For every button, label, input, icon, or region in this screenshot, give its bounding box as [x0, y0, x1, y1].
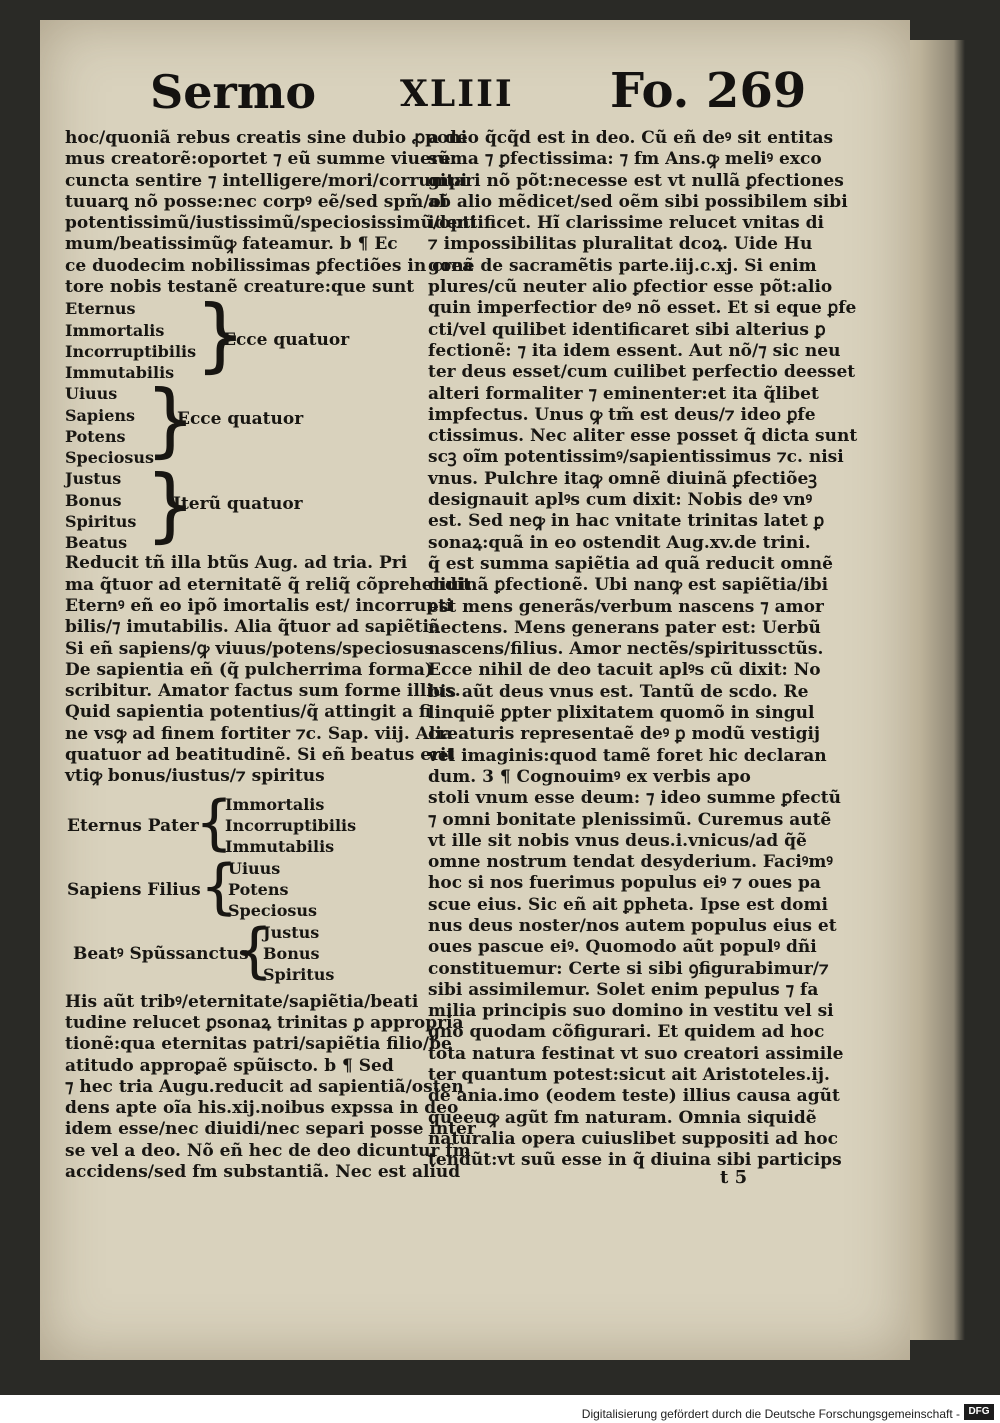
brace-head: Sapiens Filius: [67, 879, 201, 900]
text-line: dens apte oĩa his.xij.noibus expssa in deo: [65, 1098, 459, 1119]
perfection-item: Potens: [228, 879, 289, 899]
text-line: gno quodam cõfigurari. Et quidem ad hoc: [428, 1022, 825, 1043]
text-line: mum/beatissimũꝙ fateamur. b ¶ Ec: [65, 234, 398, 255]
text-line: plures/cũ neuter alio ꝑfectior esse põt:alio: [428, 277, 833, 298]
text-line: ⁊ hec tria Augu.reducit ad sapientiã/osten: [65, 1076, 464, 1097]
text-line: tudine relucet ꝑsonaꝝ trinitas ꝑ appropria: [65, 1012, 464, 1033]
text-line: designauit aplꝰs cum dixit: Nobis deꝰ vnꝰ: [428, 490, 813, 511]
text-line: Si eñ sapiens/ꝙ viuus/potens/speciosus: [65, 638, 435, 659]
text-line: tendũt:vt suũ esse in q̃ diuina sibi particips: [428, 1150, 842, 1171]
text-line: gonẽ de sacramẽtis parte.iij.c.xj. Si enim: [428, 255, 817, 276]
left-middle-paragraph: [65, 553, 472, 787]
perfection-item: Justus: [65, 469, 122, 489]
perfection-item: Spiritus: [65, 511, 137, 531]
text-line: q̃ est summa sapiẽtia ad quã reducit omnẽ: [428, 553, 833, 574]
text-line: quatuor ad beatitudinẽ. Si eñ beatus erit: [65, 745, 455, 766]
text-line: stoli vnum esse deum: ⁊ ideo summe ꝑfectũ: [428, 788, 841, 809]
text-line: linquiẽ ꝑpter plixitatem quomõ in singul: [428, 703, 815, 724]
right-column-text: [428, 128, 858, 1172]
right-column: [428, 128, 858, 1172]
text-line: vnus. Pulchre itaꝙ omnẽ diuinã ꝑfectiõeꝫ: [428, 468, 817, 489]
perfection-item: Justus: [263, 922, 320, 942]
trinity-group-spirit: [65, 915, 425, 986]
text-line: scribitur. Amator factus sum forme illius.: [65, 681, 461, 702]
brace-label: Ecce quatuor: [177, 409, 304, 430]
text-line: milia principis suo domino in vestitu vel si: [428, 1001, 834, 1022]
text-line: a deo q̃cq̃d est in deo. Cũ eñ deꝰ sit entitas: [428, 128, 834, 148]
text-line: identificet. Hĩ clarissime relucet vnitas di: [428, 213, 824, 234]
left-column: [65, 128, 477, 1183]
perfection-item: Incorruptibilis: [225, 815, 357, 835]
trinity-group-son: [65, 851, 425, 922]
text-line: dum. 3 ¶ Cognouimꝰ ex verbis apo: [428, 766, 751, 787]
perfection-item: Beatus: [65, 533, 128, 553]
text-line: atitudo approꝑaẽ spũiscto. b ¶ Sed: [65, 1055, 394, 1076]
perfection-item: Bonus: [263, 943, 320, 963]
text-line: oues pascue eiꝰ. Quomodo aũt populꝰ dñi: [428, 937, 817, 958]
text-line: potentissimũ/iustissimũ/speciosissimũ/opti: [65, 213, 477, 234]
text-line: ter quantum potest:sicut ait Aristoteles.ij.: [428, 1065, 830, 1086]
text-line: nectens. Mens generans pater est: Uerbũ: [428, 617, 821, 638]
text-line: De sapientia eñ (q̃ pulcherrima forma): [65, 659, 433, 680]
perfection-item: Immortalis: [65, 320, 165, 340]
text-line: vel imaginis:quod tamẽ foret hic declaran: [428, 745, 827, 766]
text-line: alteri formaliter ⁊ eminenter:et ita q̃libet: [428, 383, 819, 404]
text-line: Eternꝰ eñ eo ipõ imortalis est/ incorrupti: [65, 595, 453, 616]
text-line: est mens generãs/verbum nascens ⁊ amor: [428, 596, 824, 617]
footer-credit: Digitalisierung gefördert durch die Deutsche Forschungsgemeinschaft -: [581, 1407, 960, 1421]
running-head-title: Sermo: [150, 65, 317, 119]
text-line: se vel a deo. Nõ eñ hec de deo dicuntur fm: [65, 1140, 471, 1161]
perfection-item: Uiuus: [65, 384, 118, 404]
signature-mark: t 5: [720, 1167, 748, 1188]
text-line: cti/vel quilibet identificaret sibi alterius ꝑ: [428, 319, 826, 340]
dfg-logo: DFG: [964, 1404, 994, 1420]
running-head-sermon-number: XLIII: [400, 73, 514, 115]
perfection-item: Spiritus: [263, 965, 335, 985]
perfection-item: Immutabilis: [225, 837, 335, 857]
text-line: Quid sapientia potentius/q̃ attingit a fi: [65, 702, 432, 723]
perfection-item: Speciosus: [65, 448, 155, 468]
text-line: bis aũt deus vnus est. Tantũ de scdo. Re: [428, 681, 809, 702]
text-line: creaturis representaẽ deꝰ ꝑ modũ vestigij: [428, 724, 821, 745]
text-line: cuncta sentire ⁊ intelligere/mori/corrumpi: [65, 170, 468, 191]
text-line: quin imperfectior deꝰ nõ esset. Et si eque ꝑfe: [428, 298, 857, 319]
text-line: de ania.imo (eodem teste) illius causa agũt: [428, 1086, 840, 1107]
text-line: Reducit tñ illa btũs Aug. ad tria. Pri: [65, 553, 408, 574]
perfection-item: Incorruptibilis: [65, 341, 197, 361]
text-line: scue eius. Sic eñ ait ꝑpheta. Ipse est domi: [428, 894, 828, 915]
perfection-item: Immortalis: [225, 794, 325, 814]
curly-brace-icon: }: [145, 458, 196, 552]
perfections-group-eternity: [65, 288, 425, 383]
text-line: vtiꝙ bonus/iustus/⁊ spiritus: [65, 766, 325, 787]
text-line: nascens/filius. Amor nectẽs/spiritussctũs.: [428, 639, 824, 660]
text-line: mus creatorẽ:oportet ⁊ eũ summe viuere:: [65, 149, 457, 170]
text-line: naturalia opera cuiuslibet suppositi ad hoc: [428, 1128, 839, 1149]
text-line: bilis/⁊ imutabilis. Alia q̃tuor ad sapiẽtiã.: [65, 617, 446, 638]
brace-head: Beatꝰ Spũssanctus: [73, 943, 249, 964]
brace-head: Eternus Pater: [67, 815, 199, 836]
text-line: ab alio mẽdicet/sed oẽm sibi possibilem sibi: [428, 191, 848, 212]
text-line: constituemur: Certe si sibi ꝯfigurabimur/⁊: [428, 958, 829, 979]
perfection-item: Immutabilis: [65, 363, 175, 383]
text-line: ctissimus. Nec aliter esse posset q̃ dicta sunt: [428, 426, 858, 447]
text-line: omne nostrum tendat desyderium. Faciꝰmꝰ: [428, 852, 833, 873]
curly-brace-icon: }: [145, 373, 196, 467]
curly-brace-icon: {: [235, 915, 274, 986]
text-line: fectionẽ: ⁊ ita idem essent. Aut nõ/⁊ sic neu: [428, 340, 841, 361]
text-line: diuinã ꝑfectionẽ. Ubi nanꝙ est sapiẽtia/ibi: [428, 575, 829, 596]
text-line: ma q̃tuor ad eternitatẽ q̃ reliq̃ cõprehendit: [65, 574, 472, 595]
text-line: ne vsꝙ ad finem fortiter ⁊c. Sap. viij. Alia: [65, 723, 453, 744]
curly-brace-icon: {: [195, 787, 234, 858]
text-line: ter deus esset/cum cuilibet perfectio deesset: [428, 362, 856, 383]
curly-brace-icon: }: [195, 288, 246, 382]
perfection-item: Speciosus: [228, 901, 318, 921]
perfection-item: Uiuus: [228, 858, 281, 878]
perfection-item: Potens: [65, 426, 126, 446]
text-line: est. Sed neꝙ in hac vnitate trinitas latet ꝑ: [428, 511, 825, 532]
perfection-item: Eternus: [65, 299, 136, 319]
brace-label: Iterũ quatuor: [173, 494, 303, 515]
brace-label: Ecce quatuor: [223, 330, 350, 351]
folio-number: Fo. 269: [610, 63, 807, 119]
text-line: tore nobis testanẽ creature:que sunt: [65, 277, 415, 298]
left-bottom-paragraph: [65, 991, 476, 1184]
text-line: queeuꝙ agũt fm naturam. Omnia siquidẽ: [428, 1107, 817, 1128]
perfection-item: Bonus: [65, 490, 122, 510]
text-line: sũma ⁊ ꝑfectissima: ⁊ fm Ans.ꝙ meliꝰ exco: [428, 149, 822, 170]
text-line: tuuarꝗ nõ posse:nec corpꝰ eẽ/sed spm̃/oĩ: [65, 191, 448, 212]
text-line: scꝫ oĩm potentissimꝰ/sapientissimus ⁊c. nisi: [428, 447, 844, 468]
text-line: ⁊ omni bonitate plenissimũ. Curemus autẽ: [428, 809, 832, 830]
text-line: ce duodecim nobilissimas ꝑfectiões in crea: [65, 255, 474, 276]
text-line: tota natura festinat vt suo creatori assimile: [428, 1043, 844, 1064]
text-line: His aũt tribꝰ/eternitate/sapiẽtia/beati: [65, 991, 419, 1012]
perfection-item: Sapiens: [65, 405, 136, 425]
trinity-group-father: [65, 787, 425, 858]
text-line: impfectus. Unus ꝙ tm̃ est deus/⁊ ideo ꝑfe: [428, 404, 816, 425]
text-line: hoc si nos fuerimus populus eiꝰ ⁊ oues pa: [428, 873, 821, 894]
text-line: sonaꝝ:quã in eo ostendit Aug.xv.de trini.: [428, 532, 811, 553]
text-line: Ecce nihil de deo tacuit aplꝰs cũ dixit: No: [428, 660, 821, 681]
left-top-paragraph: [65, 128, 477, 298]
text-line: gitari nõ põt:necesse est vt nullã ꝑfectiones: [428, 170, 844, 191]
text-line: nus deus noster/nos autem populus eius et: [428, 915, 837, 936]
text-line: vt ille sit nobis vnus deus.i.vnicus/ad q̃ẽ: [428, 830, 807, 851]
text-line: ⁊ impossibilitas pluralitat dcoꝝ. Uide Hu: [428, 234, 813, 255]
curly-brace-icon: {: [200, 851, 239, 922]
text-line: hoc/quoniã rebus creatis sine dubio ꝓponi: [65, 128, 468, 148]
text-line: idem esse/nec diuidi/nec separi posse inter: [65, 1119, 476, 1140]
text-line: tionẽ:qua eternitas patri/sapiẽtia filio/be: [65, 1034, 452, 1055]
text-line: sibi assimilemur. Solet enim pepulus ⁊ fa: [428, 979, 819, 1000]
text-line: accidens/sed fm substantiã. Nec est aliud: [65, 1162, 461, 1183]
